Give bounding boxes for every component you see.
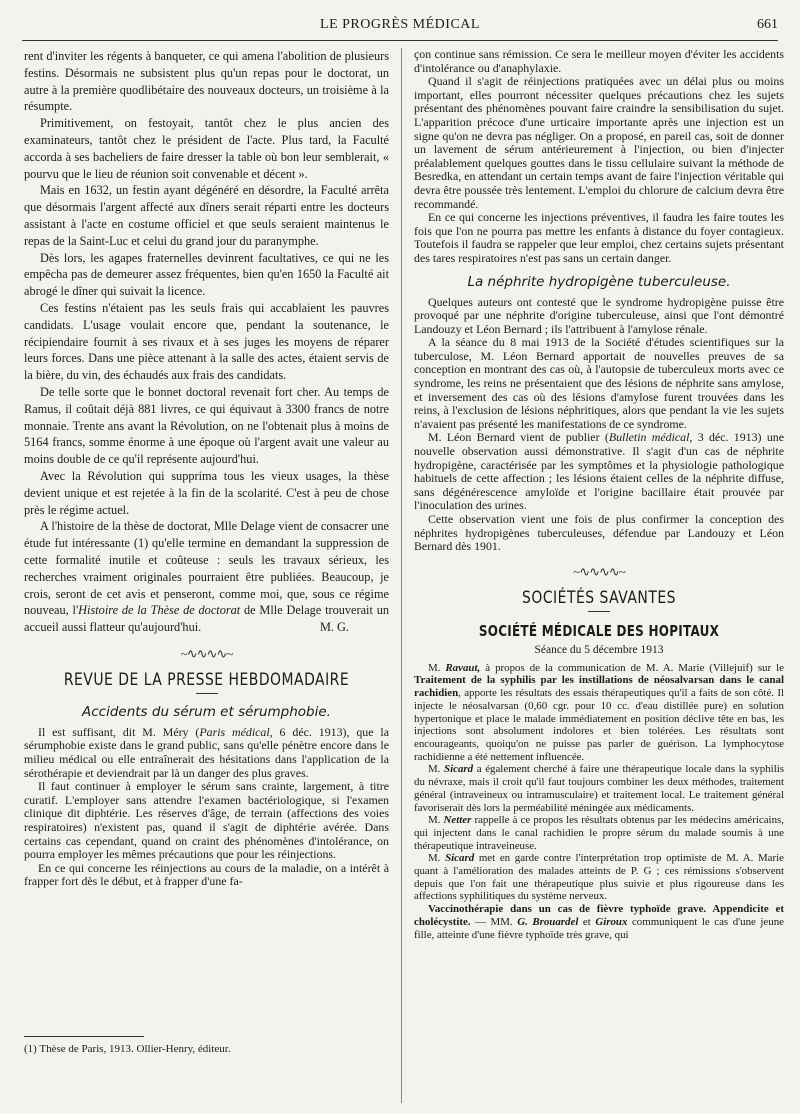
body-paragraph: çon continue sans rémission. Ce sera le meilleur moyen d'éviter les accidents d'intolérance ou d'anaphylaxie. <box>414 47 784 75</box>
text-run: M. <box>428 814 444 827</box>
speaker-name: Ravaut, <box>445 661 481 674</box>
italic-citation: Paris médical, <box>199 724 273 739</box>
body-paragraph: De telle sorte que le bonnet doctoral revenait fort cher. Au temps de Ramus, il coûtait déjà 881 livres, ce qui équivaut à 3300 francs de notre monnaie. Trente ans avant la Révolution, on ne l'obtenait plus à moins de 5164 francs, somme énorme à une époque où l'argent avait une valeur au moins double de ce qu'il représente aujourd'hui. <box>24 384 389 467</box>
subsection-title: La néphrite hydropigène tuberculeuse. <box>467 273 731 290</box>
text-run: 6 déc. 1913), que la sérumphobie existe dans le grand public, sans qu'elle pénètre encore dans le milieu médical ou elle entraînerait des hésitations dans l'application de la sérothérapie et deviendrait par là un danger des plus graves. <box>24 724 389 780</box>
body-paragraph: Il faut continuer à employer le sérum sans crainte, largement, à titre curatif. L'employer sans attendre l'examen bactériologique, si l'examen clinique dit diphtérie. Les réserves d'âge, de terrain (affections des voies respiratoires) n'existent pas, quand il s'agit de diphtérie avérée. Dans certains cas cependant, quand on craint des phénomènes d'intolérance, on pourra employer les mêmes précautions que pour les réinjections. <box>24 779 389 862</box>
society-paragraph <box>414 903 784 941</box>
body-paragraph <box>414 431 784 513</box>
text-run: M. Léon Bernard vient de publier ( <box>428 430 609 445</box>
society-title: SOCIÉTÉ MÉDICALE DES HOPITAUX <box>478 621 720 640</box>
short-rule <box>196 693 218 694</box>
page-header <box>22 17 778 39</box>
body-paragraph: Cette observation vient une fois de plus confirmer la conception des néphrites hydropigènes tuberculeuses, défendue par Landouzy et Léon Bernard dès 1901. <box>414 512 784 554</box>
speaker-name: Giroux <box>595 915 628 928</box>
session-date: Séance du 5 décembre 1913 <box>534 643 664 656</box>
short-rule <box>588 611 610 612</box>
text-run: A l'histoire de la thèse de doctorat, Mlle Delage vient de consacrer une étude fut intéressante (1) qu'elle termine en demandant la suppression de cette formalité inutile et coûteuse : seuls les travaux sérieux, les recherches vraiment originales pourraient être publiées. Beaucoup, je crois, seront de cet avis et penseront, comme moi, que, sous ce régime nouveau, l' <box>24 519 389 618</box>
right-column <box>414 48 784 941</box>
text-run: de Mlle Delage trouverait un accueil aussi flatteur qu'aujourd'hui. <box>24 603 389 635</box>
text-run: M. <box>428 763 445 776</box>
society-paragraph <box>414 852 784 903</box>
speaker-name: G. Brouardel <box>517 915 579 928</box>
society-paragraph <box>414 814 784 852</box>
body-paragraph: Quand il s'agit de réinjections pratiquées avec un délai plus ou moins important, elles pourront nécessiter quelques précautions chez les sujets présentant des phénomènes pouvant faire craindre la sensibilisation du sujet. L'apparition précoce d'une urticaire importante après une injection est un signe qu'on ne devra pas négliger. On a proposé, en pareil cas, soit de donner un lavement de sérum antérieurement à l'injection, ou bien d'injecter préalablement quelques gouttes dans le tissu cellulaire suivant la méthode de Besredka, en attendant un certain temps avant de faire l'injection véritable qui devra être poussée très lentement. L'emploi du chlorure de calcium devra être recommandé. <box>414 74 784 211</box>
society-paragraph <box>414 763 784 814</box>
body-paragraph: Mais en 1632, un festin ayant dégénéré en désordre, la Faculté arrêta que désormais l'argent affecté aux dîners serait réparti entre les docteurs assistant à l'acte en costume officiel et que seuls seraient maintenus le repas de la Saint-Luc et celui du grand jour du paranymphe. <box>24 183 389 248</box>
text-run: M. <box>428 661 446 674</box>
body-paragraph: Quelques auteurs ont contesté que le syndrome hydropigène puisse être provoqué par une néphrite d'origine tuberculeuse, ainsi que l'ont démontré Landouzy et Léon Bernard ; ils l'attribuent à l'amylose rénale. <box>414 294 784 336</box>
signature: M. G. <box>319 620 349 635</box>
text-run: à propos de la communication de M. A. Marie (Villejuif) sur le <box>480 661 784 674</box>
body-paragraph: Dès lors, les agapes fraternelles devinrent facultatives, ce qui ne les empêcha pas de demeurer assez fréquentes, bien qu'en 1650 la Faculté ait abrogé le dîner qui suivait la licence. <box>24 250 389 299</box>
text-run: a également cherché à faire une thérapeutique locale dans la syphilis du névraxe, mais il croit qu'il faut toujours combiner les deux méthodes, traitement général (intraveineux ou intramusculaire) et traitement local. Le traitement général favoriserait dès lors la perméabilité méningée aux médicaments. <box>414 763 784 814</box>
body-paragraph: rent d'inviter les régents à banqueter, ce qui amena l'abolition de plusieurs festins. Désormais ne subsistent plus qu'un repas pour le doctorat, un autre à la première quodlibétaire des nouveaux docteurs, un troisième à la résumpte. <box>24 49 389 114</box>
subsection-title: Accidents du sérum et sérumphobie. <box>82 703 331 720</box>
ornament-divider: ~∿∿∿∿~ <box>573 563 625 579</box>
society-paragraph <box>414 662 784 764</box>
bold-topic: Vaccinothérapie dans un cas de fièvre typhoïde grave. Appendicite et cholécystite. <box>414 903 784 928</box>
section-title: SOCIÉTÉS SAVANTES <box>522 587 676 608</box>
header-rule <box>22 40 778 41</box>
text-run: M. <box>428 852 446 865</box>
footnote-rule <box>24 1036 144 1037</box>
column-divider <box>401 48 402 1103</box>
body-paragraph: A la séance du 8 mai 1913 de la Société d'études scientifiques sur la tuberculose, M. Léon Bernard apportait de nouvelles preuves de sa conception en montrant des cas où, à l'autopsie de tuberculeux morts avec ce syndrome, les reins ne présentaient que des lésions de néphrite sans amylose, et inversement des cas où des lésions d'amylose furent trouvées dans les reins, à l'exclusion de lésions néphritiques, alors que pendant la vie les sujets n'avaient pas présenté les manifestations de ce syndrome. <box>414 335 784 431</box>
text-run: communiquent le cas d'une jeune fille, atteinte d'une fièvre typhoïde très grave, qui <box>414 915 784 941</box>
text-run: et <box>578 915 596 928</box>
body-paragraph: En ce qui concerne les réinjections au cours de la maladie, on a intérêt à frapper fort dès le début, et à frapper d'une fa- <box>24 860 389 889</box>
speaker-name: Netter <box>443 814 472 827</box>
left-column <box>24 48 389 889</box>
section-title: REVUE DE LA PRESSE HEBDOMADAIRE <box>63 669 350 690</box>
text-run: met en garde contre l'interprétation trop optimiste de M. A. Marie quant à l'amélioration des malades atteints de P. G ; ces rémissions s'observent depuis que l'on fait une thérapeutique plus suivie et plus rigoureuse dans les affections syphilitiques du système nerveux. <box>414 852 784 903</box>
italic-citation: Bulletin médical, <box>608 430 693 445</box>
text-run: rappelle à ce propos les résultats obtenus par les médecins américains, qui injectent dans le canal rachidien le propre sérum du malade soumis à une thérapeutique intraveineuse. <box>414 814 784 852</box>
body-paragraph <box>24 726 389 780</box>
text-run: Il est suffisant, dit M. Méry ( <box>38 724 200 739</box>
body-paragraph: Primitivement, on festoyait, tantôt chez le plus ancien des examinateurs, tantôt chez le président de l'acte. Plus tard, la Faculté accorda à ses bacheliers de faire dresser la table où bon leur semblerait, « pourvu que le lieu de réunion soit convenable et décent ». <box>24 116 389 181</box>
footnote: (1) Thèse de Paris, 1913. Ollier-Henry, éditeur. <box>24 1043 231 1055</box>
body-paragraph: En ce qui concerne les injections préventives, il faudra les faire toutes les fois que l'on ne pourra pas mettre les enfants à distance du foyer contagieux. Toutefois il faudra se rappeler que leur emploi, chez certains sujets présentant des tares respiratoires n'est pas sans un certain danger. <box>414 210 784 265</box>
bold-topic: Traitement de la syphilis par les instillations de néosalvarsan dans le canal rachidien <box>414 674 784 700</box>
italic-title: Histoire de la Thèse de doctorat <box>78 603 241 618</box>
text-run: — MM. <box>470 915 518 928</box>
body-paragraph: Avec la Révolution qui supprima tous les vieux usages, la thèse devient unique et est rejetée à la fin de la scolarité. C'est à peu de chose près le régime actuel. <box>24 468 389 517</box>
text-run: 3 déc. 1913) une nouvelle observation aussi démonstrative. Il s'agit d'un cas de néphrite hydropigène, caractérisée par les symptômes et la physiologie pathologique habituels de cette affection ; les lésions étaient celles de la néphrite diffuse, sans dégénérescence amyloïde et l'origine bacillaire était prouvée par l'inoculation des urines. <box>414 430 785 513</box>
speaker-name: Sicard <box>444 763 474 776</box>
ornament-divider: ~∿∿∿∿~ <box>180 645 233 661</box>
running-title: LE PROGRÈS MÉDICAL <box>320 17 480 32</box>
body-paragraph: Ces festins n'étaient pas les seuls frais qui accablaient les pauvres candidats. L'usage voulait encore que, pendant la soutenance, le récipiendaire fournit à ses rivaux et à ses juges les moyens de réparer leurs forces. Dans une pièce attenant à la salle des actes, étaient servis de la bière, du vin, des échaudés aux frais des candidats. <box>24 300 389 383</box>
page-number: 661 <box>757 17 778 32</box>
text-run: , apporte les résultats des essais thérapeutiques qu'il a faits de son côté. Il injecte le néosalvarsan (0,60 cgr. pour 10 cc. d'eau distillée pure) en solution hypertonique et place le malade immédiatement en position déclive tête en bas, les injections sont absolument indolores et bien tolérées. Les résultats sont encourageants, quoiqu'on ne puisse pas parler de guérison. La lymphocytose rachidienne a été nettement influencée. <box>414 687 784 763</box>
speaker-name: Sicard <box>445 852 475 865</box>
